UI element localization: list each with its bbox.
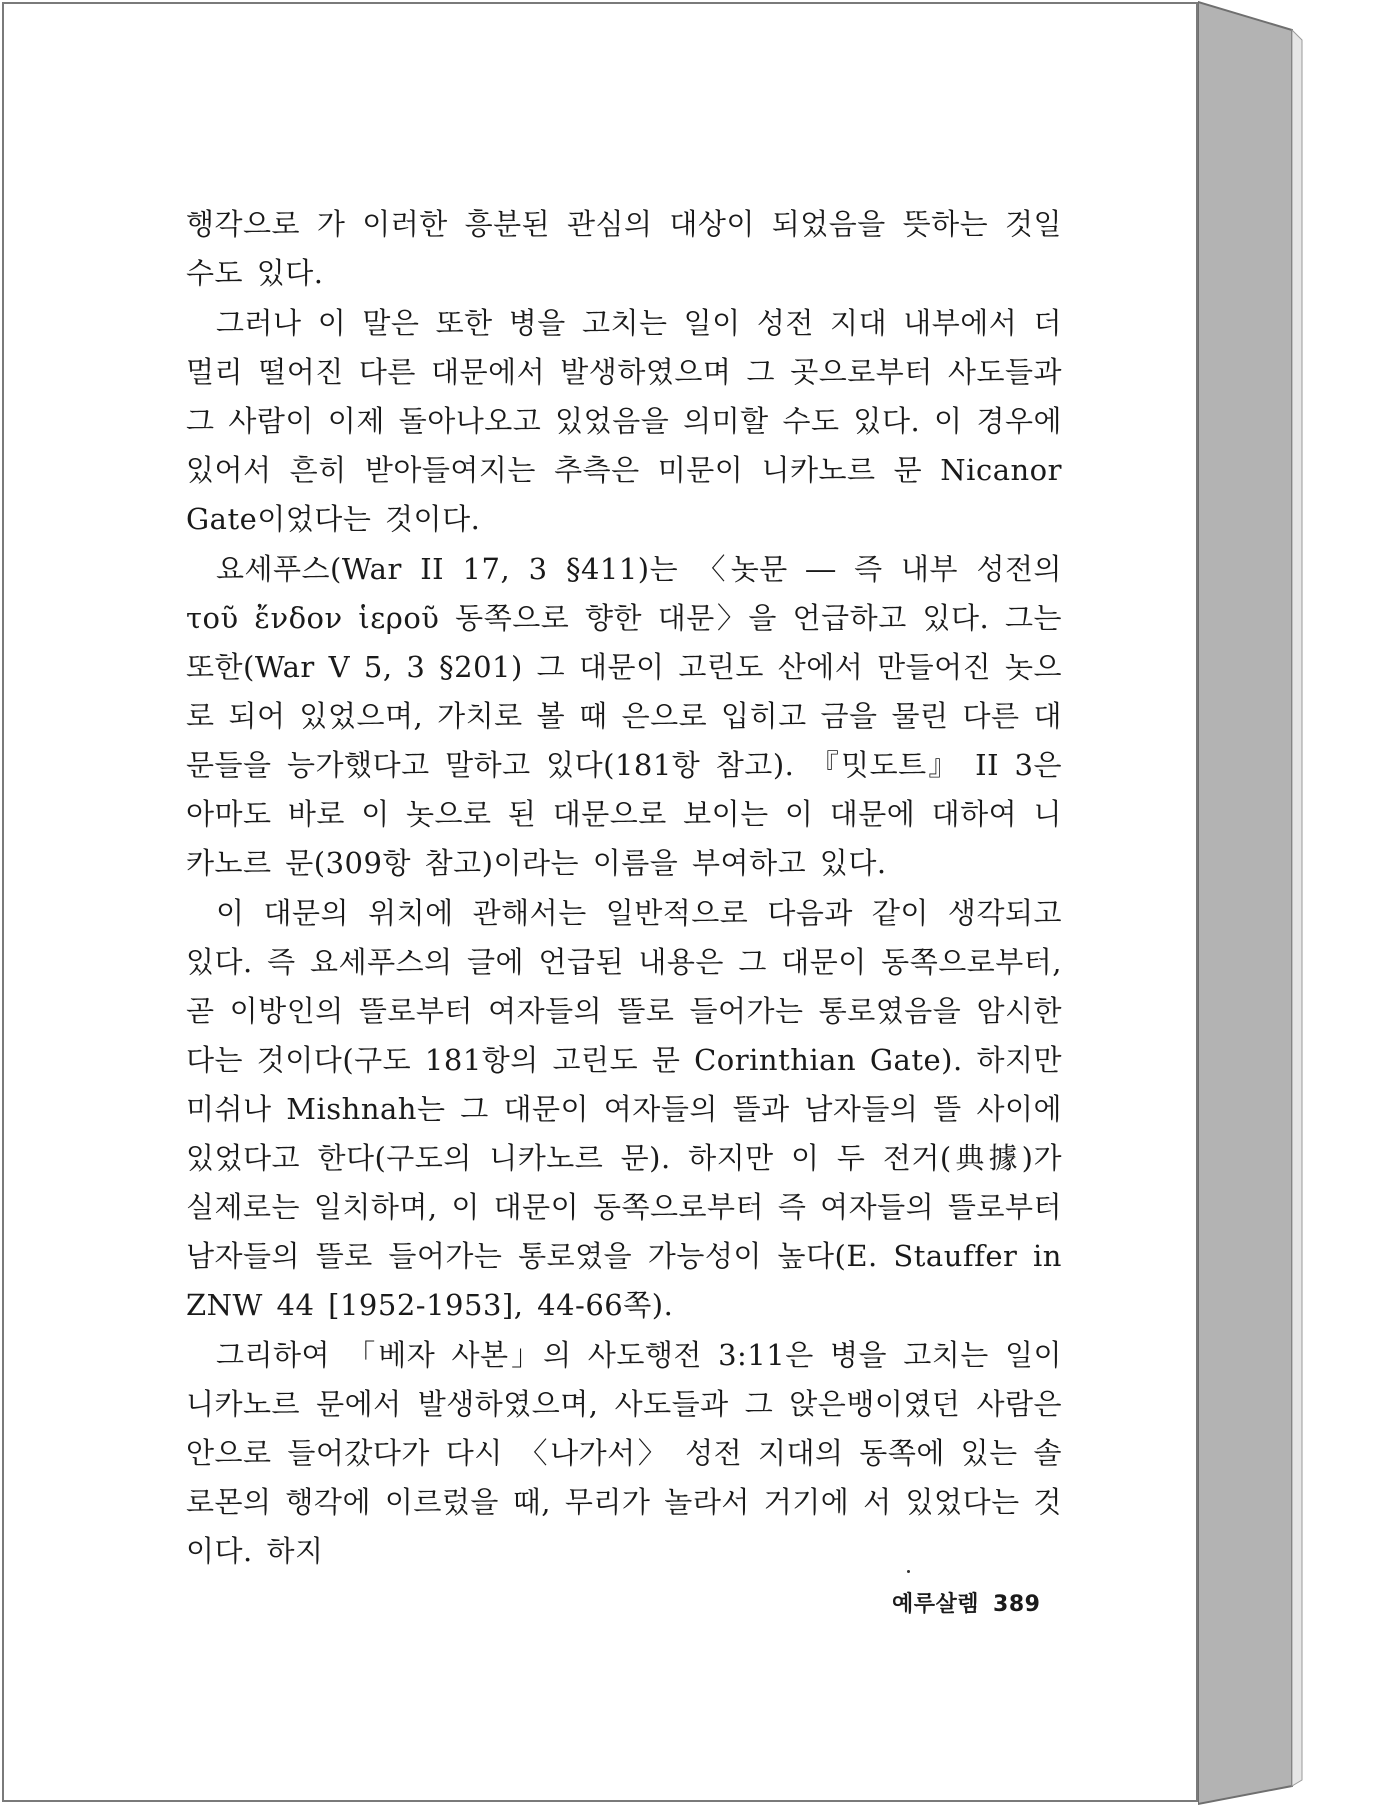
book-edge bbox=[1198, 0, 1348, 1806]
paragraph-2: 그러나 이 말은 또한 병을 고치는 일이 성전 지대 내부에서 더 멀리 떨어진 다른 대문에서 발생하였으며 그 곳으로부터 사도들과 그 사람이 이제 돌아나오고 있었음을 의미할 수도 있다. 이 경우에 있어서 흔히 받아들여지는 추측은 미문이 니카노르 문 Nicanor Gate이었다는 것이다. bbox=[186, 306, 1062, 536]
book-thickness-shape bbox=[1198, 0, 1348, 1806]
paragraph-5: 그리하여 「베자 사본」의 사도행전 3:11은 병을 고치는 일이 니카노르 문에서 발생하였으며, 사도들과 그 앉은뱅이였던 사람은 안으로 들어갔다가 다시 〈나가서〉 성전 지대의 동쪽에 있는 솔로몬의 행각에 이르렀을 때, 무리가 놀라서 거기에 서 있었다는 것이다. 하지 bbox=[186, 1338, 1062, 1568]
body-text bbox=[186, 200, 1062, 1576]
paragraph-3: 요세푸스(War II 17, 3 §411)는 〈놋문 ― 즉 내부 성전의 τοῦ ἔνδον ἱεροῦ 동쪽으로 향한 대문〉을 언급하고 있다. 그는 또한(War V 5, 3 §201) 그 대문이 고린도 산에서 만들어진 놋으로 되어 있었으며, 가치로 볼 때 은으로 입히고 금을 물린 다른 대문들을 능가했다고 말하고 있다(181항 참고). 『밋도트』 II 3은 아마도 바로 이 놋으로 된 대문으로 보이는 이 대문에 대하여 니카노르 문(309항 참고)이라는 이름을 부여하고 있다. bbox=[186, 552, 1062, 880]
page-footer bbox=[892, 1587, 1040, 1618]
page-number: 389 bbox=[993, 1592, 1041, 1617]
dot-mark bbox=[907, 1570, 910, 1573]
paragraph-1: 행각으로 가 이러한 흥분된 관심의 대상이 되었음을 뜻하는 것일 수도 있다. bbox=[186, 207, 1062, 290]
book-page bbox=[2, 2, 1198, 1802]
paragraph-4: 이 대문의 위치에 관해서는 일반적으로 다음과 같이 생각되고 있다. 즉 요세푸스의 글에 언급된 내용은 그 대문이 동쪽으로부터, 곧 이방인의 뜰로부터 여자들의 뜰로 들어가는 통로였음을 암시한다는 것이다(구도 181항의 고린도 문 Corinthian Gate). 하지만 미쉬나 Mishnah는 그 대문이 여자들의 뜰과 남자들의 뜰 사이에 있었다고 한다(구도의 니카노르 문). 하지만 이 두 전거(典據)가 실제로는 일치하며, 이 대문이 동쪽으로부터 즉 여자들의 뜰로부터 남자들의 뜰로 들어가는 통로였을 가능성이 높다(E. Stauffer in ZNW 44 [1952-1953], 44-66쪽). bbox=[186, 896, 1062, 1322]
running-title: 예루살렘 bbox=[892, 1592, 980, 1617]
